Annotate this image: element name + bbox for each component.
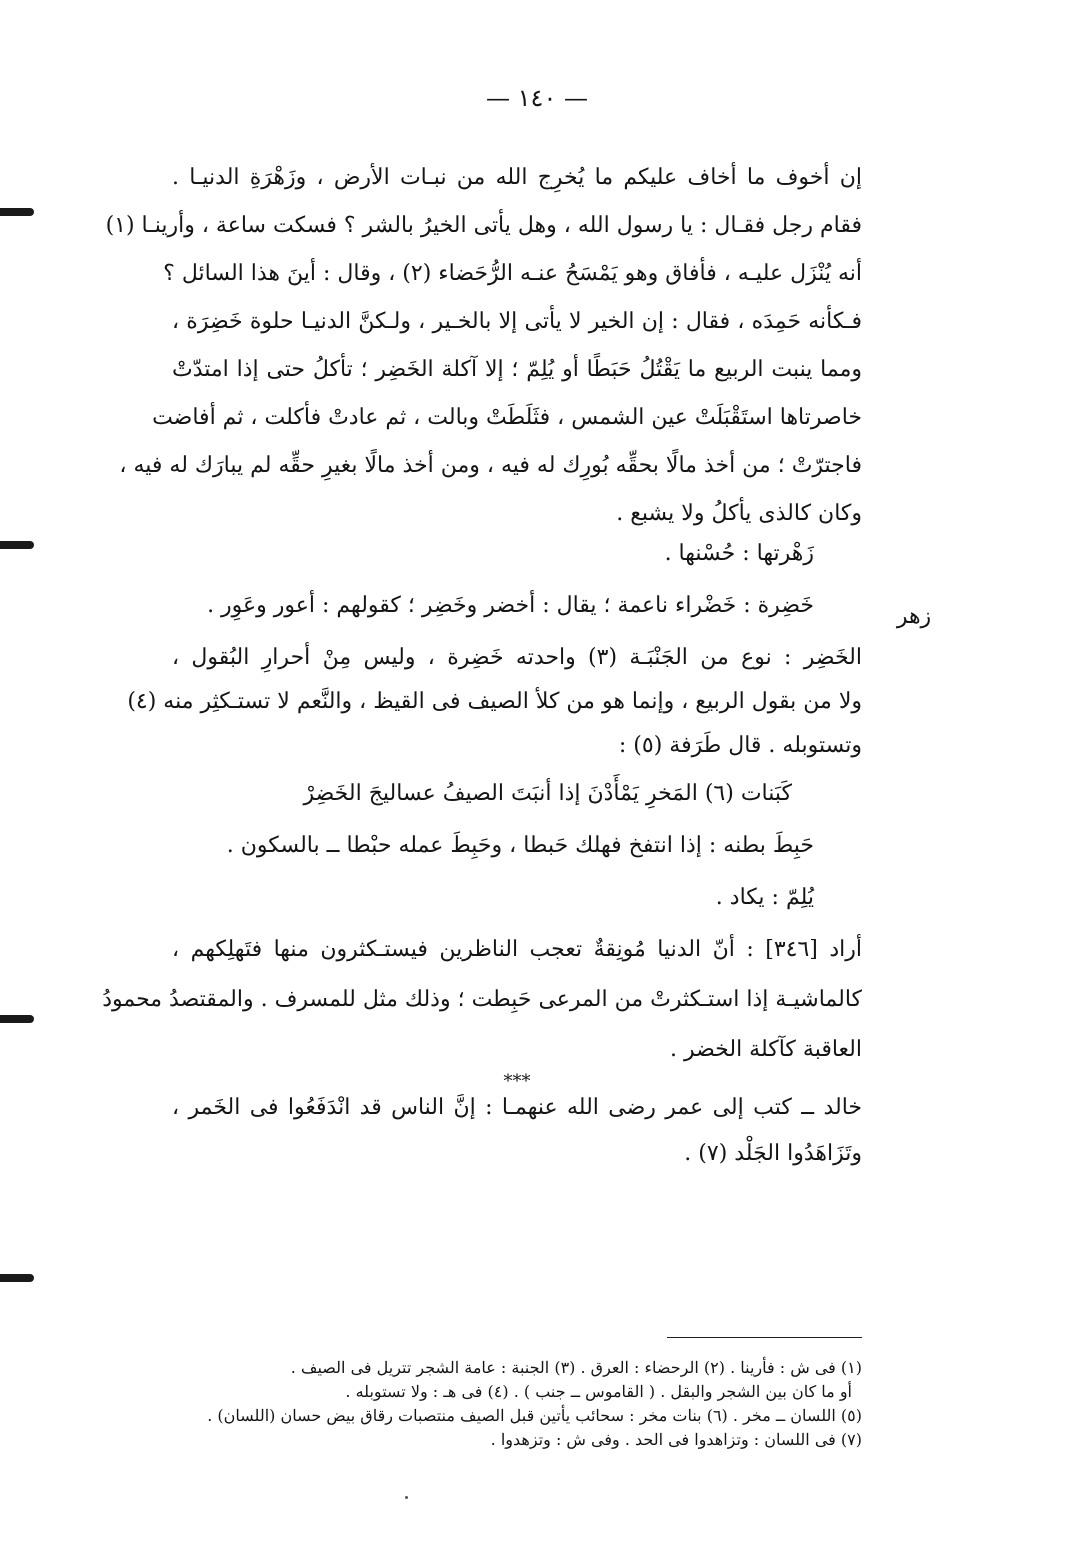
main-text <box>102 162 862 1178</box>
text-line: الخَضِر : نوع من الجَنْبَـة (٣) واحدته خَضِرة ، وليس مِنْ أحرارِ البُقول ، <box>172 645 862 670</box>
text-line: خالد ــ كتب إلى عمر رضى الله عنهمـا : إنَّ الناس قد انْدَفَعُوا فى الخَمر ، <box>172 1095 862 1120</box>
text-line: العاقبة كآكلة الخضر . <box>669 1037 862 1062</box>
text-line: أراد [٣٤٦] : أنّ الدنيا مُونِقةٌ تعجب الناظرين فيستـكثرون منها فتَهلِكهم ، <box>172 937 862 962</box>
text-line: فقام رجل فقـال : يا رسول الله ، وهل يأتى الخيرُ بالشر ؟ فسكت ساعة ، وأرينـا (١) <box>105 213 862 238</box>
gloss-line: حَبِطَ بطنه : إذا انتفخ فهلك حَبطا ، وحَبِطَ عمله حبْطا ــ بالسكون . <box>226 833 814 858</box>
text-line: فـكأنه حَمِدَه ، فقال : إن الخير لا يأتى إلا بالخـير ، ولـكنَّ الدنيـا حلوة خَضِرَة ، <box>172 309 862 334</box>
footnote-line: (٥) اللسان ــ مخر . (٦) بنات مخر : سحائب يأتين قبل الصيف منتصبات رقاق بيض حسان (اللسان) . <box>207 1406 862 1425</box>
text-line: وتستوبله . قال طَرَفة (٥) : <box>618 733 862 758</box>
section-separator: *** <box>503 1071 531 1092</box>
page-number: — ١٤٠ — <box>486 84 588 112</box>
footnote-rule <box>667 1337 862 1338</box>
text-line: أنه يُنْزَل عليـه ، فأفاق وهو يَمْسَحُ عنـه الرُّحَضاء (٢) ، وقال : أينَ هذا السائل ؟ <box>163 261 862 286</box>
margin-note: زهر <box>896 604 932 629</box>
binding-mark <box>0 541 34 549</box>
gloss-line: يُلِمّ : يكاد . <box>715 885 814 910</box>
text-line: ولا من بقول الربيع ، وإنما هو من كلأ الصيف فى القيظ ، والنَّعم لا تستـكثِر منه (٤) <box>127 689 862 714</box>
text-line: وكان كالذى يأكلُ ولا يشبع . <box>616 501 862 526</box>
binding-mark <box>0 1015 34 1023</box>
gloss-line: زَهْرتها : حُسْنها . <box>664 541 814 566</box>
verse-line: كَبَنات (٦) المَخرِ يَمْأَدْنَ إذا أنبَتَ الصيفُ عساليجَ الخَضِرْ <box>303 781 792 806</box>
footnote-line: (١) فى ش : فأرينا . (٢) الرحضاء : العرق . (٣) الجنبة : عامة الشجر تتريل فى الصيف . <box>290 1358 862 1377</box>
footnotes <box>162 1356 862 1452</box>
text-line: ومما ينبت الربيع ما يَقْتُلُ حَبَطًا أو يُلِمّ ؛ إلا آكلة الخَضِر ؛ تأكلُ حتى إذا امتدّتْ <box>172 357 862 382</box>
binding-mark <box>0 208 34 216</box>
text-line: إن أخوف ما أخاف عليكم ما يُخرِج الله من نبـات الأرض ، وزَهْرَةِ الدنيـا . <box>172 165 862 190</box>
paper-speck <box>405 1496 408 1499</box>
binding-mark <box>0 1274 34 1282</box>
text-line: خاصرتاها استَقْبَلَتْ عين الشمس ، فثَلَطَتْ وبالت ، ثم عادتْ فأكلت ، ثم أفاضت <box>152 405 862 430</box>
text-line: فاجترّتْ ؛ من أخذ مالًا بحقِّه بُورِك له فيه ، ومن أخذ مالًا بغيرِ حقِّه لم يبارَك له فيه ، <box>119 453 862 478</box>
footnote-line: (٧) فى اللسان : وتزاهدوا فى الحد . وفى ش : وتزهدوا . <box>490 1430 862 1449</box>
text-line: وتَزَاهَدُوا الجَلْد (٧) . <box>684 1141 862 1166</box>
footnote-line: أو ما كان بين الشجر والبقل . ( القاموس ــ جنب ) . (٤) فى هـ : ولا تستوبله . <box>345 1382 852 1401</box>
text-line: كالماشيـة إذا استـكثرتْ من المرعى حَبِطت ؛ وذلك مثل للمسرف . والمقتصدُ محمودُ <box>102 987 862 1012</box>
gloss-line: خَضِرة : خَضْراء ناعمة ؛ يقال : أخضر وخَضِر ؛ كقولهم : أعور وعَوِر . <box>207 593 814 618</box>
